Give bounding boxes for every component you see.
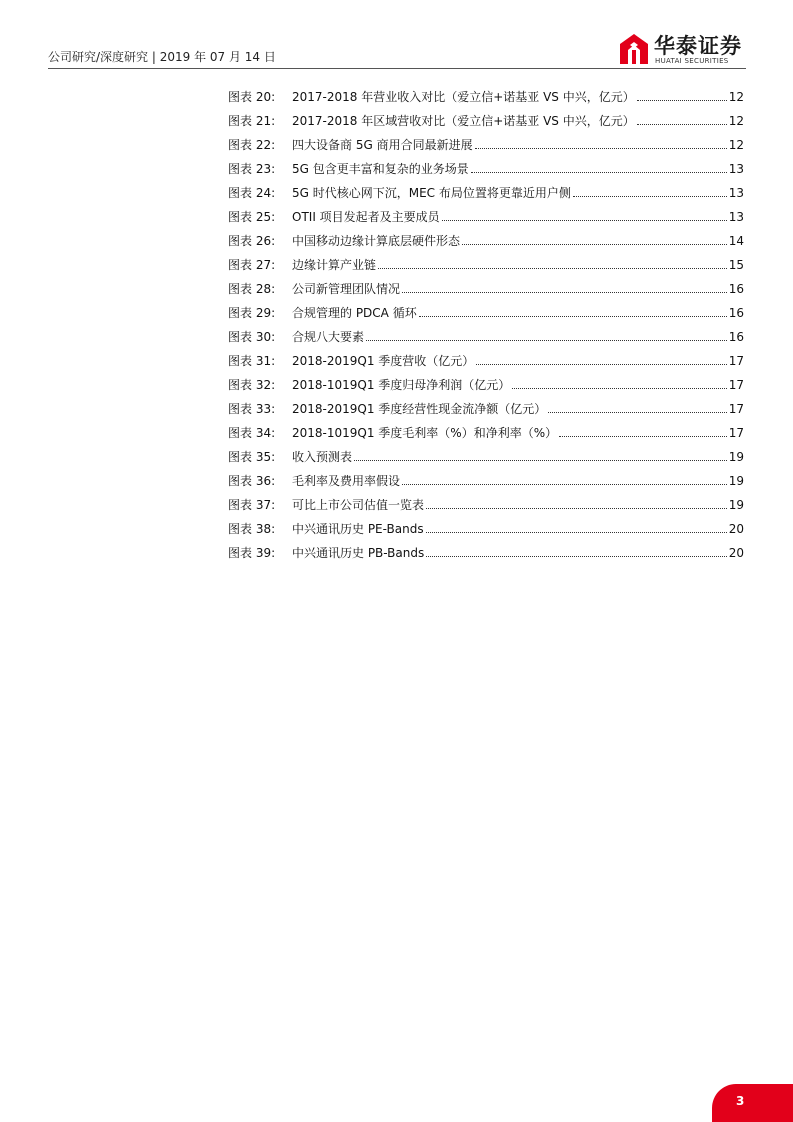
toc-dot-leader bbox=[573, 186, 727, 197]
toc-entry-page: 16 bbox=[728, 306, 744, 320]
toc-entry-page: 19 bbox=[728, 450, 744, 464]
header-text: 公司研究/深度研究 | 2019 年 07 月 14 日 bbox=[48, 50, 276, 64]
figure-list bbox=[228, 88, 744, 568]
toc-entry-page: 16 bbox=[728, 282, 744, 296]
toc-entry-page: 20 bbox=[728, 522, 744, 536]
toc-entry-label: 图表 37: bbox=[228, 498, 276, 512]
toc-entry[interactable] bbox=[228, 472, 744, 496]
toc-entry[interactable] bbox=[228, 184, 744, 208]
toc-entry-page: 13 bbox=[728, 186, 744, 200]
toc-entry-page: 16 bbox=[728, 330, 744, 344]
toc-dot-leader bbox=[426, 546, 726, 557]
toc-entry[interactable] bbox=[228, 160, 744, 184]
toc-entry-label: 图表 27: bbox=[228, 258, 276, 272]
toc-dot-leader bbox=[402, 282, 727, 293]
huatai-logo-icon bbox=[618, 32, 650, 66]
toc-entry-title: 2018-1019Q1 季度毛利率（%）和净利率（%） bbox=[292, 426, 558, 440]
toc-entry-page: 12 bbox=[728, 138, 744, 152]
toc-dot-leader bbox=[442, 210, 727, 221]
toc-entry-label: 图表 33: bbox=[228, 402, 276, 416]
toc-entry-label: 图表 31: bbox=[228, 354, 276, 368]
toc-entry-title: 中兴通讯历史 PE-Bands bbox=[292, 522, 424, 536]
toc-dot-leader bbox=[426, 498, 727, 509]
toc-dot-leader bbox=[462, 234, 727, 245]
toc-entry-label: 图表 23: bbox=[228, 162, 276, 176]
header-divider bbox=[48, 68, 746, 69]
toc-entry-title: 毛利率及费用率假设 bbox=[292, 474, 401, 488]
toc-entry-label: 图表 20: bbox=[228, 90, 276, 104]
toc-entry-title: 合规八大要素 bbox=[292, 330, 365, 344]
toc-entry[interactable] bbox=[228, 256, 744, 280]
toc-dot-leader bbox=[548, 402, 726, 413]
toc-entry[interactable] bbox=[228, 280, 744, 304]
toc-entry[interactable] bbox=[228, 88, 744, 112]
toc-dot-leader bbox=[426, 522, 727, 533]
toc-entry-page: 20 bbox=[728, 546, 744, 560]
toc-entry-label: 图表 32: bbox=[228, 378, 276, 392]
toc-dot-leader bbox=[471, 162, 727, 173]
toc-dot-leader bbox=[512, 378, 726, 389]
toc-dot-leader bbox=[402, 474, 727, 485]
toc-entry-label: 图表 24: bbox=[228, 186, 276, 200]
toc-dot-leader bbox=[637, 114, 727, 125]
toc-entry-page: 13 bbox=[728, 162, 744, 176]
toc-dot-leader bbox=[637, 90, 727, 101]
toc-entry-page: 19 bbox=[728, 474, 744, 488]
toc-dot-leader bbox=[559, 426, 727, 437]
toc-entry-page: 14 bbox=[728, 234, 744, 248]
toc-entry-page: 17 bbox=[728, 402, 744, 416]
toc-entry-title: 2018-2019Q1 季度经营性现金流净额（亿元） bbox=[292, 402, 547, 416]
toc-dot-leader bbox=[475, 138, 727, 149]
toc-entry-title: OTII 项目发起者及主要成员 bbox=[292, 210, 440, 224]
toc-entry[interactable] bbox=[228, 520, 744, 544]
toc-entry[interactable] bbox=[228, 544, 744, 568]
toc-entry-label: 图表 30: bbox=[228, 330, 276, 344]
toc-entry-title: 公司新管理团队情况 bbox=[292, 282, 401, 296]
toc-entry[interactable] bbox=[228, 352, 744, 376]
toc-dot-leader bbox=[378, 258, 727, 269]
toc-entry-title: 收入预测表 bbox=[292, 450, 353, 464]
toc-entry-label: 图表 39: bbox=[228, 546, 276, 560]
toc-dot-leader bbox=[419, 306, 727, 317]
toc-entry[interactable] bbox=[228, 136, 744, 160]
toc-dot-leader bbox=[366, 330, 727, 341]
toc-entry-page: 17 bbox=[728, 378, 744, 392]
toc-entry-page: 19 bbox=[728, 498, 744, 512]
toc-entry-title: 2018-1019Q1 季度归母净利润（亿元） bbox=[292, 378, 511, 392]
toc-entry-title: 2017-2018 年区域营收对比（爱立信+诺基亚 VS 中兴，亿元） bbox=[292, 114, 635, 128]
brand-name-en: HUATAI SECURITIES bbox=[655, 57, 729, 65]
toc-entry-label: 图表 22: bbox=[228, 138, 276, 152]
page-number: 3 bbox=[736, 1094, 745, 1108]
toc-dot-leader bbox=[354, 450, 727, 461]
toc-entry[interactable] bbox=[228, 400, 744, 424]
toc-entry-title: 5G 包含更丰富和复杂的业务场景 bbox=[292, 162, 469, 176]
toc-entry-page: 17 bbox=[728, 354, 744, 368]
toc-entry-page: 13 bbox=[728, 210, 744, 224]
toc-entry[interactable] bbox=[228, 424, 744, 448]
toc-entry[interactable] bbox=[228, 232, 744, 256]
toc-entry[interactable] bbox=[228, 496, 744, 520]
toc-entry-page: 17 bbox=[728, 426, 744, 440]
toc-entry-title: 可比上市公司估值一览表 bbox=[292, 498, 425, 512]
toc-entry-label: 图表 28: bbox=[228, 282, 276, 296]
toc-entry-page: 12 bbox=[728, 114, 744, 128]
toc-dot-leader bbox=[476, 354, 726, 365]
toc-entry[interactable] bbox=[228, 328, 744, 352]
toc-entry[interactable] bbox=[228, 208, 744, 232]
toc-entry-label: 图表 29: bbox=[228, 306, 276, 320]
toc-entry-label: 图表 26: bbox=[228, 234, 276, 248]
toc-entry[interactable] bbox=[228, 112, 744, 136]
toc-entry[interactable] bbox=[228, 376, 744, 400]
toc-entry-title: 2018-2019Q1 季度营收（亿元） bbox=[292, 354, 475, 368]
toc-entry-label: 图表 38: bbox=[228, 522, 276, 536]
toc-entry-title: 2017-2018 年营业收入对比（爱立信+诺基亚 VS 中兴，亿元） bbox=[292, 90, 635, 104]
toc-entry-label: 图表 21: bbox=[228, 114, 276, 128]
toc-entry-label: 图表 34: bbox=[228, 426, 276, 440]
toc-entry-page: 15 bbox=[728, 258, 744, 272]
toc-entry-title: 合规管理的 PDCA 循环 bbox=[292, 306, 417, 320]
toc-entry[interactable] bbox=[228, 448, 744, 472]
toc-entry-label: 图表 25: bbox=[228, 210, 276, 224]
page-number-tab bbox=[712, 1084, 793, 1122]
toc-entry-title: 5G 时代核心网下沉，MEC 布局位置将更靠近用户侧 bbox=[292, 186, 571, 200]
toc-entry-page: 12 bbox=[728, 90, 744, 104]
toc-entry-title: 中国移动边缘计算底层硬件形态 bbox=[292, 234, 461, 248]
brand-logo bbox=[618, 30, 748, 68]
toc-entry-label: 图表 36: bbox=[228, 474, 276, 488]
toc-entry[interactable] bbox=[228, 304, 744, 328]
toc-entry-title: 边缘计算产业链 bbox=[292, 258, 377, 272]
toc-entry-title: 四大设备商 5G 商用合同最新进展 bbox=[292, 138, 473, 152]
toc-entry-title: 中兴通讯历史 PB-Bands bbox=[292, 546, 425, 560]
brand-name-cn: 华泰证券 bbox=[654, 34, 742, 58]
toc-entry-label: 图表 35: bbox=[228, 450, 276, 464]
